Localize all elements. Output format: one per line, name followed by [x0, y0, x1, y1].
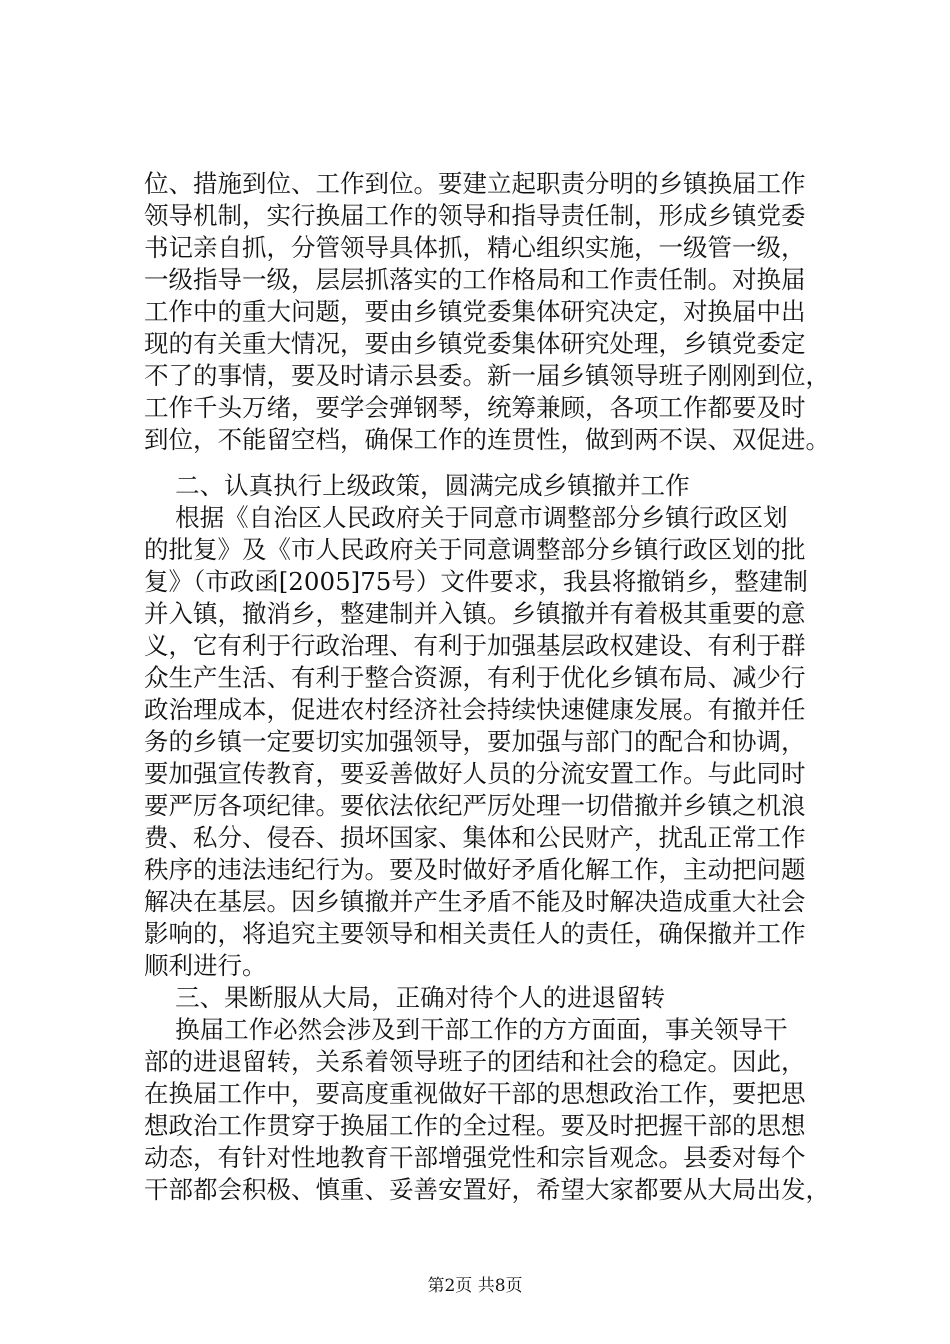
text-line: 三、果断服从大局，正确对待个人的进退留转	[144, 983, 666, 1012]
text-line: 在换届工作中，要高度重视做好干部的思想政治工作，要把思	[144, 1079, 806, 1108]
text-line: 的批复》及《市人民政府关于同意调整部分乡镇行政区划的批	[144, 535, 806, 564]
text-line: 干部都会积极、慎重、妥善安置好，希望大家都要从大局出发，	[144, 1175, 830, 1204]
text-line: 一级指导一级，层层抓落实的工作格局和工作责任制。对换届	[144, 265, 806, 294]
text-line: 秩序的违法违纪行为。要及时做好矛盾化解工作，主动把问题	[144, 855, 806, 884]
text-line: 要加强宣传教育，要妥善做好人员的分流安置工作。与此同时	[144, 759, 806, 788]
text-line: 顺利进行。	[144, 951, 267, 980]
text-line: 部的进退留转，关系着领导班子的团结和社会的稳定。因此，	[144, 1047, 806, 1076]
text-line: 位、措施到位、工作到位。要建立起职责分明的乡镇换届工作	[144, 169, 806, 198]
text-line: 工作千头万绪，要学会弹钢琴，统筹兼顾，各项工作都要及时	[144, 393, 806, 422]
text-line: 到位，不能留空档，确保工作的连贯性，做到两不误、双促进。	[144, 425, 830, 454]
text-line: 影响的，将追究主要领导和相关责任人的责任，确保撤并工作	[144, 919, 806, 948]
text-line: 不了的事情，要及时请示县委。新一届乡镇领导班子刚刚到位，	[144, 361, 830, 390]
text-line: 复》（市政函[2005]75号）文件要求，我县将撤销乡，整建制	[144, 567, 808, 596]
text-line: 换届工作必然会涉及到干部工作的方方面面，事关领导干	[144, 1015, 788, 1044]
text-line: 义，它有利于行政治理、有利于加强基层政权建设、有利于群	[144, 631, 806, 660]
text-line: 要严厉各项纪律。要依法依纪严厉处理一切借撤并乡镇之机浪	[144, 791, 806, 820]
text-line: 二、认真执行上级政策，圆满完成乡镇撤并工作	[144, 471, 690, 500]
text-line: 领导机制，实行换届工作的领导和指导责任制，形成乡镇党委	[144, 201, 806, 230]
text-line: 工作中的重大问题，要由乡镇党委集体研究决定，对换届中出	[144, 297, 806, 326]
text-line: 务的乡镇一定要切实加强领导，要加强与部门的配合和协调，	[144, 727, 806, 756]
text-line: 现的有关重大情况，要由乡镇党委集体研究处理，乡镇党委定	[144, 329, 806, 358]
text-line: 众生产生活、有利于整合资源，有利于优化乡镇布局、减少行	[144, 663, 806, 692]
document-body	[144, 168, 834, 1206]
text-line: 书记亲自抓，分管领导具体抓，精心组织实施，一级管一级，	[144, 233, 806, 262]
text-line: 费、私分、侵吞、损坏国家、集体和公民财产，扰乱正常工作	[144, 823, 806, 852]
text-line: 并入镇，撤消乡，整建制并入镇。乡镇撤并有着极其重要的意	[144, 599, 806, 628]
text-line: 想政治工作贯穿于换届工作的全过程。要及时把握干部的思想	[144, 1111, 806, 1140]
text-line: 政治理成本，促进农村经济社会持续快速健康发展。有撤并任	[144, 695, 806, 724]
text-line: 解决在基层。因乡镇撤并产生矛盾不能及时解决造成重大社会	[144, 887, 806, 916]
page-footer: 第2页 共8页	[427, 1276, 523, 1296]
text-line: 动态，有针对性地教育干部增强党性和宗旨观念。县委对每个	[144, 1143, 806, 1172]
text-line: 根据《自治区人民政府关于同意市调整部分乡镇行政区划	[144, 503, 788, 532]
